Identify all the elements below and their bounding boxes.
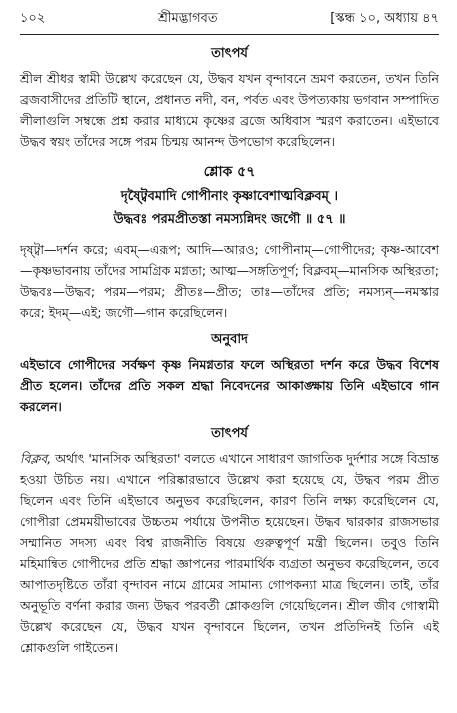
purport-term: বিক্লব, <box>20 451 52 466</box>
purport-body: অর্থাৎ 'মানসিক অস্থিরতা' বলতে এখানে সাধারণ জাগতিক দুর্দশার সঙ্গে বিভ্রান্ত হওয়া উচিত নয়। এখানে পরিষ্কারভাবে উল্লেখ করা হয়েছে যে, উদ্ধব পরম প্রীত ছিলেন এবং তিনি এইভাবে অনুভব করেছিলেন, কারণ তিনি লক্ষ্য করেছিলেন যে, গোপীরা প্রেমময়ীভাবের উচ্চতম পর্যায়ে উপনীত হয়েছেন। উদ্ধব দ্বারকার রাজসভার সম্মানিত সদস্য এবং বিশ্ব রাজনীতি বিষয়ে গুরুত্বপূর্ণ মন্ত্রী ছিলেন। তবুও তিনি মহিমান্বিত গোপীদের প্রতি শ্রদ্ধা জ্ঞাপনের পারমার্থিক ব্যগ্রতা অনুভব করেছিলেন, তবে আপাতদৃষ্টিতে তাঁরা বৃন্দাবন নামে গ্রামের সামান্য গোপকন্যা মাত্র ছিলেন। তাই, তাঁর অনুভূতি বর্ণনা করার জন্য উদ্ধব পরবর্তী শ্লোকগুলি গেয়েছিলেন। শ্রীল জীব গোস্বামী উল্লেখ করেছেন যে, উদ্ধব যখন বৃন্দাবনে ছিলেন, তখন প্রতিদিনই তিনি এই শ্লোকগুলি গাইতেন। <box>20 451 439 655</box>
word-for-word: দৃষ্ট্বা—দর্শন করে; এবম্—এরূপ; আদি—আরও; গোপীনাম্—গোপীদের; কৃষ্ণ-আবেশ—কৃষ্ণভাবনায় তাঁদের সামগ্রিক মগ্নতা; আত্ম—সঙ্গতিপূর্ণ; বিক্লবম্—মানসিক অস্থিরতা; উদ্ধবঃ—উদ্ধব; পরম—পরম; প্রীতঃ—প্রীত; তাঃ—তাঁদের প্রতি; নমস্যন্—নমস্কার করে; ইদম্—এই; জগৌ—গান করেছিলেন। <box>20 242 439 320</box>
book-title: শ্রীমদ্ভাগবত <box>157 11 218 26</box>
translation-paragraph: এইভাবে গোপীদের সর্বক্ষণ কৃষ্ণ নিমগ্নতার ফলে অস্থিরতা দর্শন করে উদ্ধব বিশেষ প্রীত হলেন। তাঁদের প্রতি সকল শ্রদ্ধা নিবেদনের আকাঙ্ক্ষায় তিনি এইভাবে গান করলেন। <box>20 357 439 414</box>
purport-paragraph: শ্রীল শ্রীধর স্বামী উল্লেখ করেছেন যে, উদ্ধব যখন বৃন্দাবনে ভ্রমণ করতেন, তখন তিনি ব্রজবাসীদের প্রতিটি স্থানে, প্রধানত নদী, বন, পর্বত এবং উপত্যকায় ভগবান সম্পাদিত লীলাগুলি সম্বন্ধে প্রশ্ন করার মাধ্যমে কৃষ্ণের ব্রজে অধিবাস স্মরণ করাতেন। এইভাবে উদ্ধব স্বয়ং তাঁদের সঙ্গে পরম চিন্ময় আনন্দ উপভোগ করেছিলেন। <box>20 71 439 149</box>
translation-heading: অনুবাদ <box>211 332 248 347</box>
verse-line-1: দৃষ্ট্বৈবমাদি গোপীনাং কৃষ্ণাবেশাত্মবিক্লবম্ । <box>120 189 339 204</box>
chapter-reference: [স্কন্ধ ১০, অধ্যায় ৪৭ <box>330 11 439 26</box>
purport-paragraph-2 <box>20 448 439 658</box>
purport-heading: তাৎপর্য <box>211 46 248 61</box>
purport-heading-2: তাৎপর্য <box>211 426 248 441</box>
header-rule <box>20 34 439 35</box>
verse-line-2: উদ্ধবঃ পরমপ্রীতস্তা নমস্যন্নিদং জগৌ ॥ ৫৭ ॥ <box>113 212 346 227</box>
page-header <box>20 8 439 30</box>
page-number: ১০২ <box>20 11 46 26</box>
verse-heading: শ্লোক ৫৭ <box>203 164 256 180</box>
